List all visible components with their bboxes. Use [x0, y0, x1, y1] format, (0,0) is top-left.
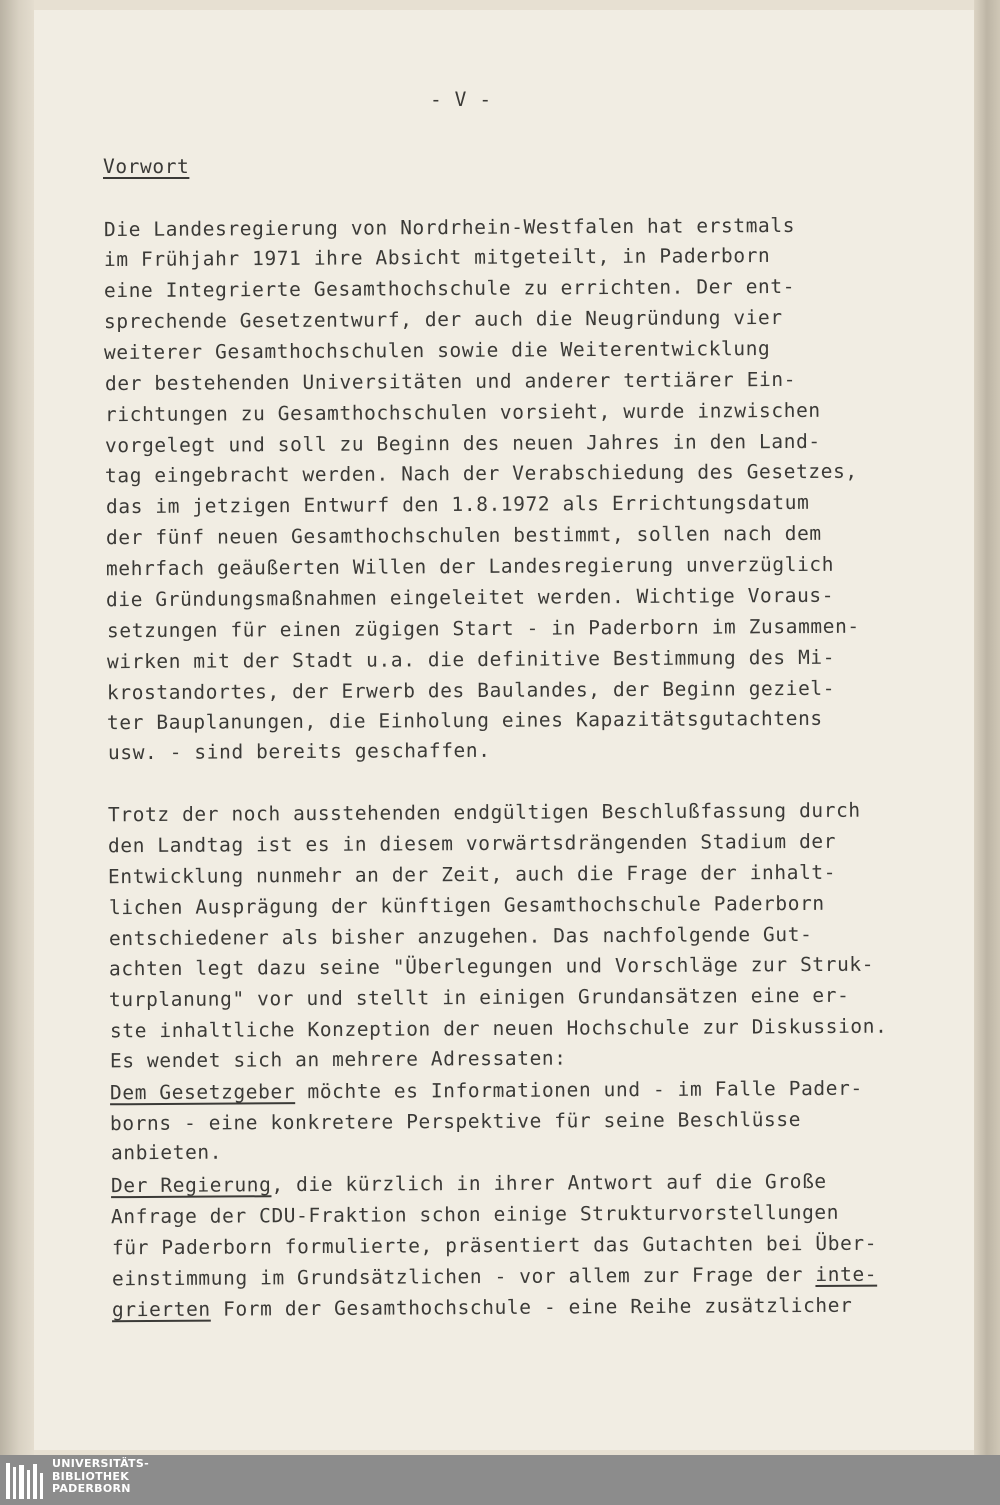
text-line: [112, 1294, 853, 1323]
text-line: richtungen zu Gesamthochschulen vorsieht, wurde inzwischen: [104, 398, 821, 427]
text-line: ste inhaltliche Konzeption der neuen Hochschule zur Diskussion.: [109, 1014, 888, 1043]
text-line: borns - eine konkretere Perspektive für seine Beschlüsse: [109, 1107, 802, 1136]
text-line: das im jetzigen Entwurf den 1.8.1972 als Errichtungsdatum: [105, 490, 810, 519]
text-run: einstimmung im Grundsätzlichen - vor allem zur Frage der: [111, 1263, 816, 1291]
library-footer-bar: [0, 1455, 1000, 1505]
text-line: anbieten.: [110, 1140, 223, 1165]
text-line: für Paderborn formulierte, präsentiert das Gutachten bei Über-: [111, 1231, 878, 1260]
text-line: vorgelegt und soll zu Beginn des neuen Jahres in den Land-: [104, 429, 821, 458]
text-run: , die kürzlich in ihrer Antwort auf die Große: [271, 1169, 827, 1197]
text-line: der fünf neuen Gesamthochschulen bestimmt, sollen nach dem: [105, 521, 822, 550]
text-line: Es wendet sich an mehrere Adressaten:: [109, 1046, 567, 1073]
text-line: Die Landesregierung von Nordrhein-Westfalen hat erstmals: [103, 213, 796, 242]
text-line: eine Integrierte Gesamthochschule zu errichten. Der ent-: [103, 274, 796, 303]
text-line: sprechende Gesetzentwurf, der auch die Neugründung vier: [103, 305, 783, 334]
logo-line: PADERBORN: [52, 1482, 131, 1495]
heading-vorwort: Vorwort: [103, 155, 190, 178]
underlined-term-grierten: grierten: [111, 1297, 211, 1322]
text-line: mehrfach geäußerten Willen der Landesregierung unverzüglich: [105, 552, 835, 581]
text-line: wirken mit der Stadt u.a. die definitive Bestimmung des Mi-: [106, 645, 836, 674]
binding-shadow: [0, 0, 34, 1455]
text-line: weiterer Gesamthochschulen sowie die Weiterentwicklung: [103, 336, 771, 365]
page-number: - V -: [430, 88, 492, 111]
text-run: Form der Gesamthochschule - eine Reihe zusätzlicher: [210, 1293, 853, 1321]
page-edge: [974, 0, 1000, 1455]
text-line: ter Bauplanungen, die Einholung eines Kapazitätsgutachtens: [106, 706, 823, 735]
text-line: achten legt dazu seine "Überlegungen und Vorschläge zur Struk-: [108, 952, 875, 981]
text-line: Trotz der noch ausstehenden endgültigen Beschlußfassung durch: [107, 798, 861, 827]
text-line: den Landtag ist es in diesem vorwärtsdrängenden Stadium der: [107, 829, 837, 858]
text-line: krostandortes, der Erwerb des Baulandes, der Beginn geziel-: [106, 676, 836, 705]
text-run: möchte es Informationen und - im Falle Pader-: [295, 1076, 863, 1104]
text-line: [112, 1263, 877, 1292]
library-logo-text: [52, 1458, 149, 1496]
text-line: turplanung" vor und stellt in einigen Grundansätzen eine er-: [108, 983, 850, 1012]
logo-line: UNIVERSITÄTS-: [52, 1457, 149, 1470]
text-line: usw. - sind bereits geschaffen.: [107, 738, 491, 765]
text-line: Anfrage der CDU-Fraktion schon einige Strukturvorstellungen: [110, 1200, 840, 1229]
text-line: [111, 1170, 827, 1198]
underlined-term-inte: inte-: [815, 1262, 878, 1287]
text-line: im Frühjahr 1971 ihre Absicht mitgeteilt, in Paderborn: [103, 243, 771, 272]
underlined-term-gesetzgeber: Dem Gesetzgeber: [109, 1080, 296, 1105]
text-line: die Gründungsmaßnahmen eingeleitet werden. Wichtige Voraus-: [105, 583, 835, 612]
logo-line: BIBLIOTHEK: [52, 1469, 130, 1483]
text-line: setzungen für einen zügigen Start - in Paderborn im Zusammen-: [106, 614, 860, 643]
text-line: [110, 1077, 863, 1106]
library-logo-icon: [4, 1461, 46, 1501]
text-line: tag eingebracht werden. Nach der Verabschiedung des Gesetzes,: [104, 459, 858, 488]
underlined-term-regierung: Der Regierung: [110, 1173, 272, 1198]
text-line: der bestehenden Universitäten und anderer tertiärer Ein-: [104, 367, 797, 396]
text-line: lichen Ausprägung der künftigen Gesamthochschule Paderborn: [108, 891, 825, 920]
text-line: entschiedener als bisher anzugehen. Das nachfolgende Gut-: [108, 922, 813, 951]
text-line: Entwicklung nunmehr an der Zeit, auch die Frage der inhalt-: [107, 860, 837, 889]
